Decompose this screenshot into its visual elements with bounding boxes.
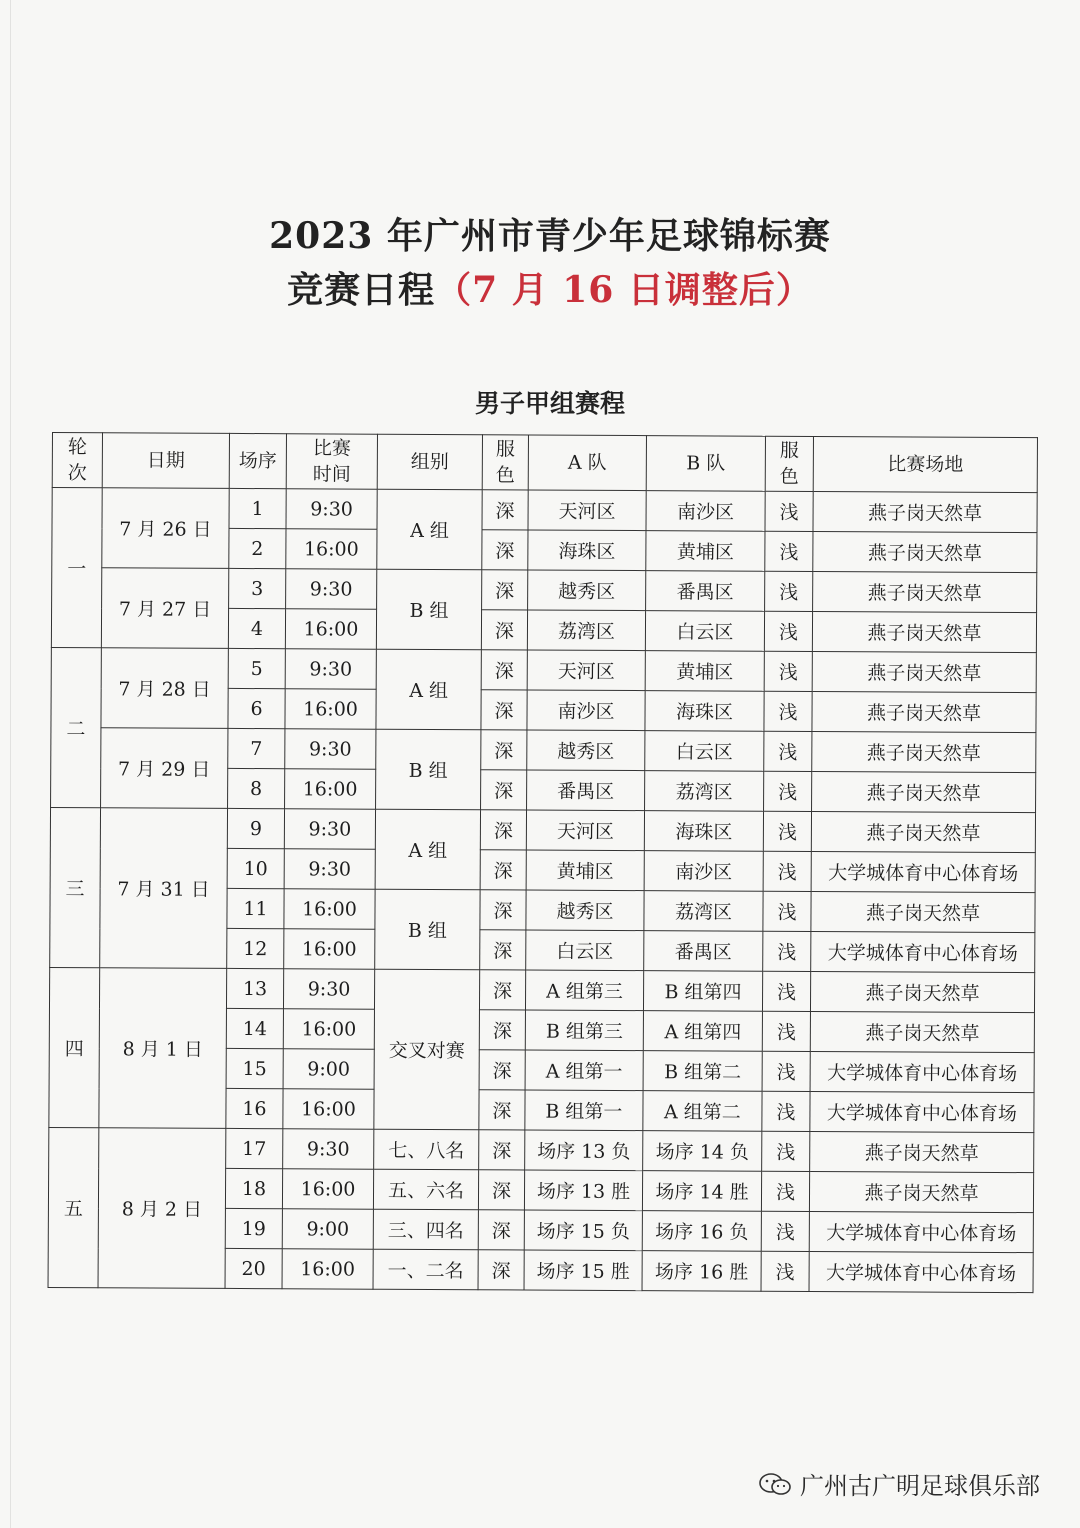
team-b-color-cell: 浅 — [762, 1011, 810, 1051]
venue-cell: 燕子岗天然草 — [812, 651, 1036, 692]
venue-cell: 燕子岗天然草 — [812, 731, 1036, 772]
match-no-cell: 9 — [227, 808, 284, 848]
venue-cell: 大学城体育中心体育场 — [809, 1251, 1033, 1292]
venue-cell: 燕子岗天然草 — [809, 1171, 1033, 1212]
header-row — [52, 433, 1037, 493]
group-cell: B 组 — [375, 889, 480, 970]
match-no-cell: 12 — [227, 928, 284, 968]
match-no-cell: 16 — [226, 1088, 283, 1128]
team-b-cell: 黄埔区 — [646, 531, 765, 572]
table-row — [49, 967, 1034, 1012]
venue-cell: 燕子岗天然草 — [813, 571, 1037, 612]
team-b-color-cell: 浅 — [762, 1091, 810, 1131]
team-a-cell: 番禺区 — [527, 770, 645, 811]
venue-cell: 燕子岗天然草 — [812, 771, 1036, 812]
team-a-cell: A 组第一 — [525, 1050, 643, 1091]
venue-cell: 燕子岗天然草 — [812, 611, 1036, 652]
team-b-cell: 番禺区 — [646, 571, 765, 612]
date-cell: 8 月 2 日 — [98, 1128, 226, 1289]
group-cell: A 组 — [376, 649, 481, 730]
date-cell: 7 月 28 日 — [101, 648, 228, 729]
team-b-color-cell: 浅 — [762, 1051, 810, 1091]
time-cell: 9:30 — [286, 569, 377, 609]
date-cell: 7 月 31 日 — [100, 808, 228, 969]
team-b-color-cell: 浅 — [763, 891, 811, 931]
time-cell: 16:00 — [284, 929, 375, 969]
round-cell: 四 — [49, 967, 100, 1127]
match-no-cell: 5 — [228, 648, 285, 688]
team-b-color-cell: 浅 — [765, 491, 813, 531]
table-row — [50, 807, 1035, 852]
match-no-cell: 11 — [227, 888, 284, 928]
header-date: 日期 — [102, 433, 229, 489]
time-cell: 9:30 — [284, 849, 375, 889]
team-a-color-cell: 深 — [479, 970, 525, 1010]
round-cell: 五 — [48, 1127, 99, 1287]
time-cell: 9:30 — [285, 649, 376, 689]
team-a-color-cell: 深 — [480, 930, 526, 970]
venue-cell: 燕子岗天然草 — [810, 1011, 1034, 1052]
match-no-cell: 20 — [225, 1248, 282, 1288]
team-a-color-cell: 深 — [479, 1130, 525, 1170]
team-a-color-cell: 深 — [482, 570, 528, 610]
match-no-cell: 15 — [226, 1048, 283, 1088]
revision-note: （7 月 16 日调整后） — [435, 269, 813, 311]
team-b-cell: 白云区 — [645, 731, 764, 772]
match-no-cell: 1 — [229, 488, 286, 528]
header-color-b: 服 色 — [765, 436, 813, 491]
table-row — [51, 647, 1036, 692]
team-b-color-cell: 浅 — [765, 531, 813, 571]
match-no-cell: 3 — [229, 568, 286, 608]
team-a-cell: A 组第三 — [525, 970, 643, 1011]
round-cell: 三 — [50, 807, 101, 967]
team-b-cell: 荔湾区 — [645, 771, 764, 812]
venue-cell: 燕子岗天然草 — [810, 971, 1034, 1012]
team-a-color-cell: 深 — [478, 1250, 524, 1290]
team-b-color-cell: 浅 — [764, 731, 812, 771]
team-a-color-cell: 深 — [478, 1170, 524, 1210]
venue-cell: 燕子岗天然草 — [811, 891, 1035, 932]
date-cell: 8 月 1 日 — [99, 968, 227, 1129]
team-b-cell: 场序 14 负 — [643, 1131, 762, 1172]
time-cell: 9:30 — [284, 809, 375, 849]
team-b-color-cell: 浅 — [765, 571, 813, 611]
match-no-cell: 7 — [228, 728, 285, 768]
team-a-color-cell: 深 — [481, 610, 527, 650]
header-team-b: B 队 — [646, 436, 765, 492]
team-b-cell: A 组第二 — [643, 1091, 762, 1132]
time-cell: 16:00 — [283, 1009, 374, 1049]
time-cell: 16:00 — [285, 689, 376, 729]
group-cell: B 组 — [376, 729, 481, 810]
table-row — [52, 488, 1037, 533]
wechat-icon — [758, 1472, 792, 1496]
team-a-cell: 天河区 — [526, 810, 644, 851]
team-b-cell: 场序 14 胜 — [642, 1171, 761, 1212]
team-b-cell: 南沙区 — [644, 851, 763, 892]
team-a-color-cell: 深 — [479, 1050, 525, 1090]
table-row — [51, 727, 1036, 772]
time-cell: 9:30 — [283, 969, 374, 1009]
team-b-color-cell: 浅 — [761, 1171, 809, 1211]
schedule-table — [48, 432, 1038, 1293]
team-b-cell: 海珠区 — [645, 691, 764, 732]
document-title: 2023 年广州市青少年足球锦标赛 — [269, 215, 831, 257]
date-cell: 7 月 26 日 — [102, 488, 229, 569]
team-a-cell: 天河区 — [528, 490, 646, 531]
team-a-color-cell: 深 — [478, 1210, 524, 1250]
team-b-color-cell: 浅 — [764, 651, 812, 691]
venue-cell: 燕子岗天然草 — [810, 1131, 1034, 1172]
schedule-label: 竞赛日程 — [287, 269, 436, 311]
team-a-cell: 荔湾区 — [527, 610, 645, 651]
team-a-cell: 海珠区 — [528, 530, 646, 571]
venue-cell: 大学城体育中心体育场 — [810, 1051, 1034, 1092]
document-subtitle-line — [0, 262, 1080, 313]
team-b-color-cell: 浅 — [761, 1251, 809, 1291]
time-cell: 9:00 — [282, 1209, 373, 1249]
team-a-color-cell: 深 — [482, 490, 528, 530]
team-b-cell: 场序 16 胜 — [642, 1251, 761, 1292]
team-b-color-cell: 浅 — [762, 1131, 810, 1171]
header-match-no: 场序 — [229, 433, 286, 488]
team-a-color-cell: 深 — [480, 850, 526, 890]
team-a-cell: 越秀区 — [527, 730, 645, 771]
team-b-cell: 荔湾区 — [644, 891, 763, 932]
team-a-color-cell: 深 — [480, 810, 526, 850]
venue-cell: 大学城体育中心体育场 — [809, 1211, 1033, 1252]
venue-cell: 燕子岗天然草 — [813, 531, 1037, 572]
table-row — [49, 1127, 1034, 1172]
match-no-cell: 10 — [227, 848, 284, 888]
round-cell: 一 — [51, 488, 102, 648]
group-cell: 五、六名 — [373, 1169, 478, 1210]
match-no-cell: 18 — [225, 1168, 282, 1208]
header-group: 组别 — [377, 434, 482, 490]
group-cell: 三、四名 — [373, 1209, 478, 1250]
team-a-color-cell: 深 — [481, 690, 527, 730]
match-no-cell: 17 — [226, 1128, 283, 1168]
match-no-cell: 8 — [228, 768, 285, 808]
group-cell: A 组 — [375, 809, 480, 890]
team-b-color-cell: 浅 — [764, 611, 812, 651]
team-a-cell: 天河区 — [527, 650, 645, 691]
header-venue: 比赛场地 — [813, 436, 1037, 492]
date-cell: 7 月 27 日 — [101, 568, 228, 649]
team-b-cell: B 组第四 — [643, 971, 762, 1012]
time-cell: 9:30 — [286, 489, 377, 529]
header-round: 轮 次 — [52, 433, 102, 488]
table-row — [52, 568, 1037, 613]
time-cell: 9:30 — [283, 1129, 374, 1169]
team-b-cell: 南沙区 — [646, 491, 765, 532]
team-a-cell: 场序 13 胜 — [524, 1170, 642, 1211]
header-team-a: A 队 — [528, 435, 646, 491]
venue-cell: 大学城体育中心体育场 — [811, 851, 1035, 892]
team-a-color-cell: 深 — [479, 1010, 525, 1050]
team-b-color-cell: 浅 — [762, 971, 810, 1011]
team-a-cell: 场序 13 负 — [525, 1130, 643, 1171]
team-b-cell: B 组第二 — [643, 1051, 762, 1092]
match-no-cell: 13 — [226, 968, 283, 1008]
team-a-cell: B 组第三 — [525, 1010, 643, 1051]
team-b-cell: 白云区 — [645, 611, 764, 652]
venue-cell: 燕子岗天然草 — [813, 491, 1037, 532]
team-b-color-cell: 浅 — [763, 931, 811, 971]
venue-cell: 燕子岗天然草 — [812, 691, 1036, 732]
team-a-cell: 场序 15 负 — [524, 1210, 642, 1251]
venue-cell: 大学城体育中心体育场 — [810, 1091, 1034, 1132]
team-a-cell: 黄埔区 — [526, 850, 644, 891]
team-a-cell: 越秀区 — [526, 890, 644, 931]
time-cell: 9:00 — [283, 1049, 374, 1089]
group-cell: 一、二名 — [373, 1249, 478, 1290]
header-color-a: 服 色 — [482, 435, 528, 490]
team-b-color-cell: 浅 — [761, 1211, 809, 1251]
team-a-cell: B 组第一 — [525, 1090, 643, 1131]
account-name: 广州古广明足球俱乐部 — [800, 1472, 1040, 1500]
team-a-cell: 越秀区 — [528, 570, 646, 611]
group-cell: 交叉对赛 — [374, 969, 480, 1130]
watermark-footer — [758, 1466, 1040, 1501]
date-cell: 7 月 29 日 — [101, 728, 228, 809]
team-b-color-cell: 浅 — [764, 771, 812, 811]
team-a-color-cell: 深 — [481, 650, 527, 690]
time-cell: 16:00 — [285, 769, 376, 809]
group-cell: 七、八名 — [374, 1129, 479, 1170]
match-no-cell: 19 — [225, 1208, 282, 1248]
venue-cell: 大学城体育中心体育场 — [811, 931, 1035, 972]
team-b-color-cell: 浅 — [764, 691, 812, 731]
team-b-color-cell: 浅 — [763, 811, 811, 851]
team-a-cell: 南沙区 — [527, 690, 645, 731]
time-cell: 16:00 — [282, 1249, 373, 1289]
section-title: 男子甲组赛程 — [474, 389, 625, 418]
match-no-cell: 2 — [229, 528, 286, 568]
time-cell: 16:00 — [285, 609, 376, 649]
team-a-cell: 场序 15 胜 — [524, 1250, 642, 1291]
team-b-cell: 海珠区 — [644, 811, 763, 852]
team-a-color-cell: 深 — [481, 730, 527, 770]
time-cell: 16:00 — [282, 1169, 373, 1209]
team-a-color-cell: 深 — [481, 770, 527, 810]
team-b-cell: 番禺区 — [644, 931, 763, 972]
team-b-cell: 场序 16 负 — [642, 1211, 761, 1252]
time-cell: 16:00 — [284, 889, 375, 929]
round-cell: 二 — [51, 647, 102, 807]
team-b-color-cell: 浅 — [763, 851, 811, 891]
time-cell: 16:00 — [286, 529, 377, 569]
time-cell: 9:30 — [285, 729, 376, 769]
venue-cell: 燕子岗天然草 — [811, 811, 1035, 852]
team-a-cell: 白云区 — [526, 930, 644, 971]
header-time: 比赛 时间 — [286, 434, 377, 489]
team-a-color-cell: 深 — [479, 1090, 525, 1130]
team-b-cell: 黄埔区 — [645, 651, 764, 692]
team-a-color-cell: 深 — [480, 890, 526, 930]
match-no-cell: 4 — [228, 608, 285, 648]
group-cell: A 组 — [377, 489, 482, 570]
match-no-cell: 14 — [226, 1008, 283, 1048]
team-b-cell: A 组第四 — [643, 1011, 762, 1052]
time-cell: 16:00 — [283, 1089, 374, 1129]
team-a-color-cell: 深 — [482, 530, 528, 570]
match-no-cell: 6 — [228, 688, 285, 728]
group-cell: B 组 — [376, 569, 481, 650]
